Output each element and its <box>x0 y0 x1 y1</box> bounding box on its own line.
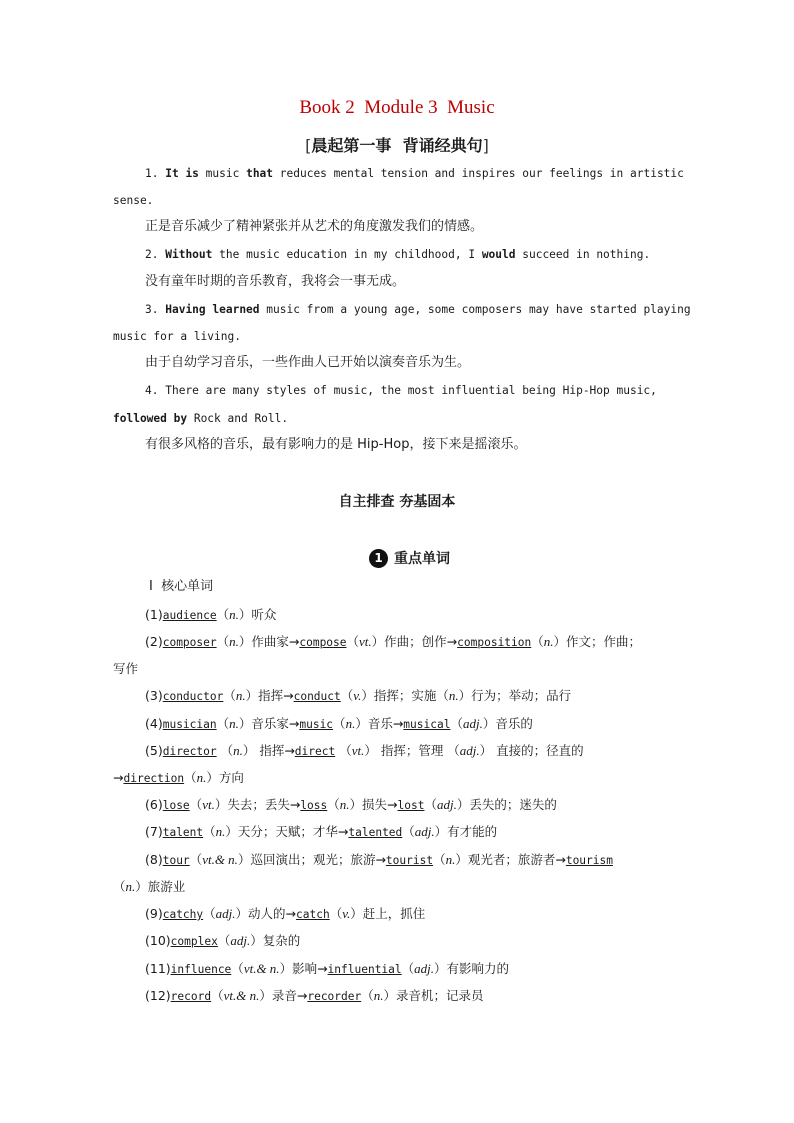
vocab-text: ）音乐的 <box>482 716 533 731</box>
vocab-text: ）作文；作曲； <box>553 634 642 649</box>
sentence-2-translation: 没有童年时期的音乐教育，我将会一事无成。 <box>145 274 406 289</box>
part-of-speech: vt. <box>351 743 365 758</box>
vocab-text: ）巡回演出；观光；旅游→ <box>237 852 386 867</box>
vocab-item-cont <box>113 879 185 895</box>
vocab-text: （ <box>217 933 231 948</box>
part-of-speech: v. <box>342 906 351 921</box>
vocab-word: director <box>162 745 217 758</box>
vocab-text: ）行为；举动；品行 <box>458 688 572 703</box>
vocab-word: catch <box>296 908 330 921</box>
vocab-word: musical <box>403 718 451 731</box>
vocab-word: loss <box>300 799 328 812</box>
section-subtitle: [晨起第一事 背诵经典句] <box>305 136 489 155</box>
vocab-text: ）损失→ <box>349 797 398 812</box>
vocab-text: ） 指挥→ <box>242 743 295 758</box>
vocab-item <box>145 961 509 978</box>
vocab-number: (10) <box>145 933 171 948</box>
vocab-text: ）赶上，抓住 <box>350 906 426 921</box>
vocab-text: ）有影响力的 <box>434 961 510 976</box>
vocab-text: （ <box>231 961 244 976</box>
vocab-text: （ <box>333 716 346 731</box>
part-of-speech: n. <box>235 688 246 703</box>
vocab-text: ） 指挥；管理 （ <box>364 743 460 758</box>
vocab-item <box>145 797 557 814</box>
vocab-word: catchy <box>162 908 204 921</box>
sentence-2: 2. Without the music education in my childhood, I would succeed in nothing. <box>145 248 651 261</box>
vocab-number: (6) <box>145 797 163 812</box>
vocab-word: music <box>299 718 334 731</box>
vocab-item <box>145 688 571 705</box>
vocab-text: ）失去；丢失→ <box>214 797 301 812</box>
vocab-word: recorder <box>307 990 362 1003</box>
vocab-word: audience <box>162 609 217 622</box>
vocab-word: lose <box>162 799 190 812</box>
part-of-speech: n. <box>373 988 384 1003</box>
sentence-4-cont: followed by Rock and Roll. <box>113 412 289 425</box>
vocab-word: conductor <box>162 690 224 703</box>
vocab-text: ）观光者；旅游者→ <box>455 852 566 867</box>
vocab-word: compose <box>299 636 347 649</box>
vocab-word: tourism <box>565 854 613 867</box>
part-of-speech: n. <box>229 634 239 649</box>
vocab-text: ）指挥；实施（ <box>361 688 449 703</box>
vocab-text: （ <box>340 688 354 703</box>
vocab-text: ）音乐→ <box>355 716 404 731</box>
sentence-3: 3. Having learned music from a young age, some composers may have started playing <box>145 303 691 316</box>
vocab-number: (11) <box>145 961 171 976</box>
part-of-speech: n. <box>229 716 239 731</box>
vocab-number: (12) <box>145 988 171 1003</box>
sentence-1: 1. It is music that reduces mental tension and inspires our feelings in artistic <box>145 167 684 180</box>
vocab-text: ）作曲；创作→ <box>371 634 458 649</box>
vocab-heading <box>369 548 450 568</box>
vocab-text: ）动人的→ <box>235 906 297 921</box>
vocab-item <box>145 852 613 869</box>
part-of-speech: adj. <box>230 933 251 948</box>
sentence-1-translation: 正是音乐减少了精神紧张并从艺术的角度激发我们的情感。 <box>145 219 484 234</box>
vocab-item <box>145 824 497 841</box>
vocab-word: musician <box>162 718 217 731</box>
vocab-text: （ <box>189 797 203 812</box>
sentence-4-translation: 有很多风格的音乐，最有影响力的是 Hip-Hop，接下来是摇滚乐。 <box>145 437 527 452</box>
part-of-speech: vt. <box>202 797 215 812</box>
vocab-heading-text: 重点单词 <box>394 551 450 567</box>
vocab-text: （ <box>203 824 216 839</box>
vocab-word: direct <box>294 745 336 758</box>
vocab-text: ）音乐家→ <box>238 716 300 731</box>
sentence-1-cont: sense. <box>113 194 154 207</box>
vocab-text: （ <box>329 906 343 921</box>
vocab-text: ）旅游业 <box>135 879 186 894</box>
part-of-speech: adj. <box>414 824 435 839</box>
page-title: Book 2 Module 3 Music <box>299 97 495 118</box>
vocab-text: （ <box>335 743 352 758</box>
sentence-4: 4. There are many styles of music, the most influential being Hip-Hop music, <box>145 384 657 397</box>
part-of-speech: n. <box>233 743 243 758</box>
vocab-word: influential <box>327 963 402 976</box>
part-of-speech: adj. <box>462 716 483 731</box>
vocab-item <box>145 906 425 923</box>
vocab-text: （ <box>223 688 236 703</box>
part-of-speech: vt.& n. <box>223 988 260 1003</box>
part-of-speech: n. <box>345 716 356 731</box>
vocab-text: ）作曲家→ <box>238 634 300 649</box>
vocab-number: (2) <box>145 634 163 649</box>
vocab-text: ）录音→ <box>259 988 308 1003</box>
vocab-word: record <box>170 990 212 1003</box>
vocab-word: talented <box>348 826 403 839</box>
vocab-text: 写作 <box>113 661 139 676</box>
vocab-number: (4) <box>145 716 163 731</box>
vocab-text: （ <box>216 743 234 758</box>
vocab-word: direction <box>123 772 185 785</box>
part-of-speech: v. <box>353 688 362 703</box>
part-of-speech: vt.& n. <box>202 852 238 867</box>
vocab-text: （ <box>216 716 230 731</box>
number-badge: 1 <box>369 549 388 568</box>
sentence-3-translation: 由于自幼学习音乐，一些作曲人已开始以演奏音乐为生。 <box>145 355 471 370</box>
vocab-word: tour <box>162 854 190 867</box>
vocab-text: ） 直接的；径直的 <box>479 743 584 758</box>
vocab-item <box>145 743 584 760</box>
vocab-text: ）丢失的；迷失的 <box>456 797 557 812</box>
vocab-text: ）复杂的 <box>250 933 301 948</box>
vocab-item <box>145 716 533 733</box>
vocab-text: （ <box>361 988 374 1003</box>
vocab-word: conduct <box>293 690 341 703</box>
vocab-text: ）影响→ <box>279 961 328 976</box>
vocab-item <box>145 988 484 1005</box>
vocab-item <box>145 607 276 624</box>
vocab-text: ）方向 <box>206 770 244 785</box>
vocab-word: lost <box>397 799 425 812</box>
part-of-speech: adj. <box>215 906 236 921</box>
part-of-speech: n. <box>445 852 456 867</box>
vocab-word: composition <box>457 636 532 649</box>
part-of-speech: adj. <box>436 797 457 812</box>
part-of-speech: n. <box>229 607 239 622</box>
vocab-number: (1) <box>145 607 163 622</box>
sentence-3-cont: music for a living. <box>113 330 241 343</box>
part-of-speech: vt. <box>359 634 372 649</box>
vocab-item <box>145 933 300 950</box>
vocab-text: ）有才能的 <box>434 824 498 839</box>
vocab-text: （ <box>450 716 463 731</box>
vocab-word: influence <box>170 963 232 976</box>
vocab-number: (5) <box>145 743 163 758</box>
part-of-speech: n. <box>448 688 459 703</box>
vocab-text: （ <box>216 607 230 622</box>
vocab-text: ）录音机；记录员 <box>383 988 484 1003</box>
vocab-word: composer <box>162 636 217 649</box>
vocab-text: （ <box>184 770 197 785</box>
section-heading: 自主排查 夯基固本 <box>338 494 456 510</box>
vocab-text: （ <box>531 634 544 649</box>
vocab-text: ）天分；天赋；才华→ <box>225 824 349 839</box>
part-of-speech: n. <box>215 824 226 839</box>
part-of-speech: adj. <box>459 743 480 758</box>
vocab-item-cont <box>113 661 138 677</box>
vocab-number: (8) <box>145 852 163 867</box>
vocab-word: talent <box>162 826 204 839</box>
vocab-text: ）指挥→ <box>245 688 294 703</box>
vocab-text: → <box>113 770 124 785</box>
vocab-text: （ <box>211 988 224 1003</box>
vocab-item-cont <box>113 770 244 787</box>
vocab-text: ）听众 <box>238 607 277 622</box>
vocab-text: （ <box>216 634 230 649</box>
part-of-speech: adj. <box>414 961 435 976</box>
vocab-item <box>145 634 641 651</box>
part-of-speech: n. <box>196 770 207 785</box>
vocab-word: complex <box>170 935 218 948</box>
subsection-heading: Ⅰ 核心单词 <box>149 579 214 594</box>
vocab-number: (3) <box>145 688 163 703</box>
vocab-word: tourist <box>385 854 434 867</box>
vocab-text: （ <box>402 824 415 839</box>
vocab-text: （ <box>424 797 437 812</box>
vocab-number: (7) <box>145 824 163 839</box>
part-of-speech: vt.& n. <box>243 961 280 976</box>
vocab-text: （ <box>327 797 340 812</box>
vocab-text: （ <box>401 961 415 976</box>
vocab-text: （ <box>346 634 360 649</box>
vocab-text: （ <box>113 879 126 894</box>
vocab-text: （ <box>433 852 446 867</box>
part-of-speech: n. <box>125 879 136 894</box>
vocab-text: （ <box>203 906 216 921</box>
part-of-speech: n. <box>543 634 554 649</box>
vocab-text: （ <box>189 852 203 867</box>
vocab-number: (9) <box>145 906 163 921</box>
part-of-speech: n. <box>339 797 350 812</box>
